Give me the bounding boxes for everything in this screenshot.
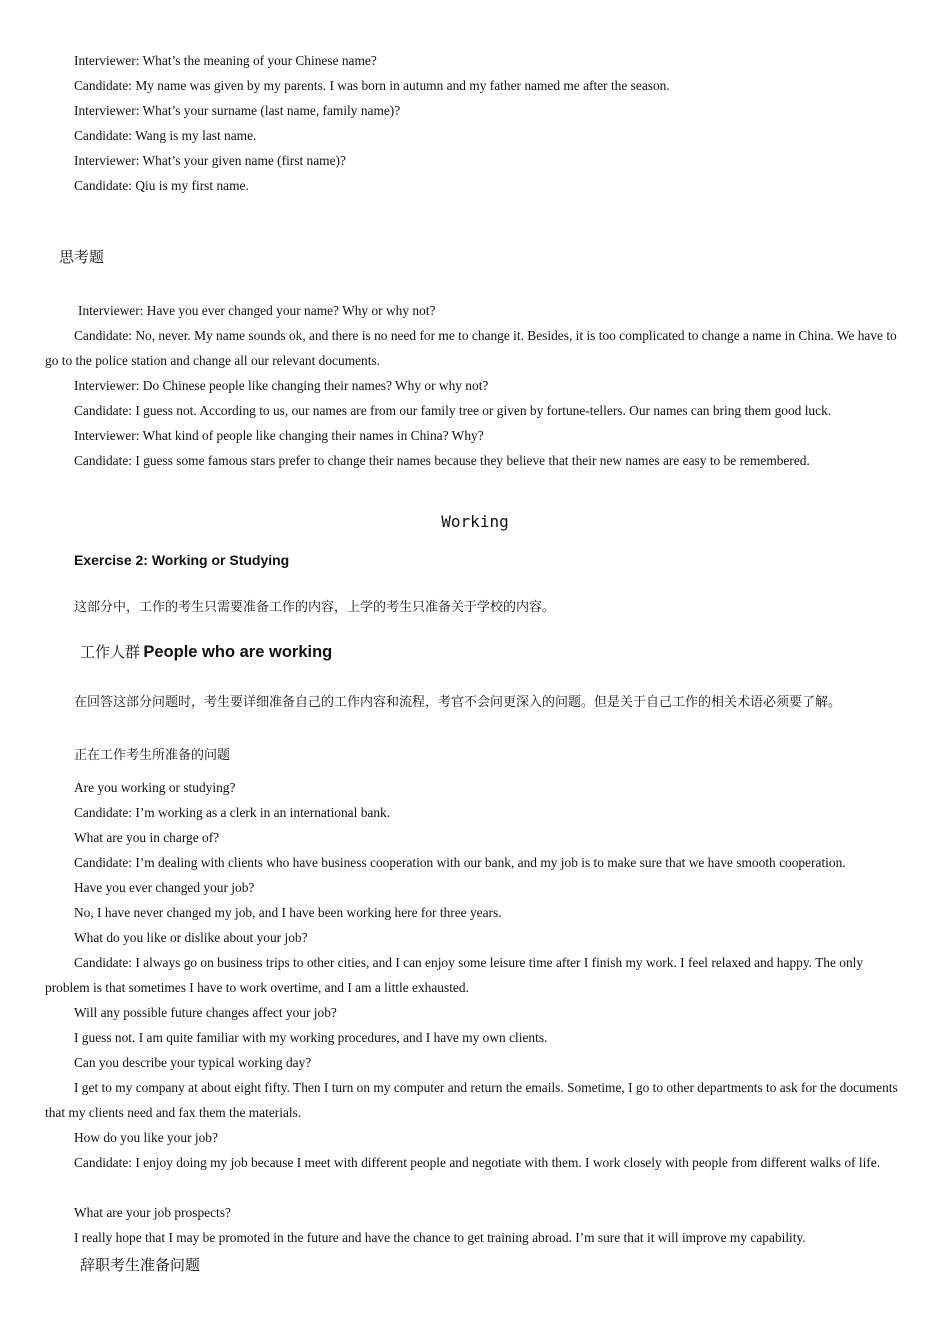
qa-line: Candidate: I always go on business trips to other cities, and I can enjoy some leisure time after I finish my work. I feel relaxed and happy. The only problem is that sometimes I have to work overtime, and I am a little exhausted. — [45, 955, 864, 995]
resign-heading: 辞职考生准备问题 — [80, 1256, 201, 1274]
dialogue-line: Candidate: My name was given by my parents. I was born in autumn and my father named me after the season. — [74, 78, 670, 93]
section-title-working: Working — [441, 512, 509, 531]
dialogue-line: Candidate: Qiu is my first name. — [74, 178, 249, 193]
section-heading-thinking: 思考题 — [59, 248, 105, 266]
sub-heading: 正在工作考生所准备的问题 — [74, 748, 231, 763]
exercise-title: Exercise 2: Working or Studying — [74, 552, 290, 568]
qa-line: I get to my company at about eight fifty. Then I turn on my computer and return the emails. Sometime, I go to other departments to ask for the documents that my clients need and fax them the materials. — [45, 1080, 898, 1120]
dialogue-line: Candidate: I guess not. According to us, our names are from our family tree or given by fortune-tellers. Our names can bring them good luck. — [74, 403, 832, 418]
qa-line: What do you like or dislike about your job? — [74, 930, 308, 945]
group-heading-cn: 工作人群 — [80, 643, 141, 661]
qa-line: Are you working or studying? — [74, 780, 236, 795]
group-heading-en: People who are working — [143, 643, 333, 661]
qa-line: Can you describe your typical working day? — [74, 1055, 312, 1070]
qa-line: What are you in charge of? — [74, 830, 220, 845]
group-heading — [80, 640, 914, 665]
dialogue-line: Interviewer: What kind of people like changing their names in China? Why? — [74, 428, 484, 443]
dialogue-line: Interviewer: Have you ever changed your name? Why or why not? — [78, 303, 436, 318]
dialogue-line: Candidate: I guess some famous stars prefer to change their names because they believe that their new names are easy to be remembered. — [74, 453, 810, 468]
dialogue-line: Candidate: Wang is my last name. — [74, 128, 257, 143]
qa-line: How do you like your job? — [74, 1130, 218, 1145]
qa-line: What are your job prospects? — [74, 1205, 231, 1220]
dialogue-line: Interviewer: What’s the meaning of your Chinese name? — [74, 53, 377, 68]
qa-line: I guess not. I am quite familiar with my working procedures, and I have my own clients. — [74, 1030, 548, 1045]
dialogue-line: Candidate: No, never. My name sounds ok, and there is no need for me to change it. Besides, it is too complicated to change a name in China. We have to go to the police station and change all our relevant documents. — [45, 328, 897, 368]
qa-line: Candidate: I enjoy doing my job because I meet with different people and negotiate with them. I work closely with people from different walks of life. — [74, 1155, 881, 1170]
section-note: 这部分中，工作的考生只需要准备工作的内容，上学的考生只准备关于学校的内容。 — [74, 600, 556, 615]
dialogue-line: Interviewer: Do Chinese people like changing their names? Why or why not? — [74, 378, 489, 393]
qa-line: Will any possible future changes affect your job? — [74, 1005, 337, 1020]
dialogue-line: Interviewer: What’s your surname (last name, family name)? — [74, 103, 401, 118]
qa-line: Have you ever changed your job? — [74, 880, 255, 895]
qa-line: Candidate: I’m working as a clerk in an international bank. — [74, 805, 391, 820]
dialogue-line: Interviewer: What’s your given name (first name)? — [74, 153, 346, 168]
group-note: 在回答这部分问题时，考生要详细准备自己的工作内容和流程，考官不会问更深入的问题。但是关于自己工作的相关术语必须要了解。 — [74, 695, 842, 710]
qa-line: Candidate: I’m dealing with clients who have business cooperation with our bank, and my job is to make sure that we have smooth cooperation. — [74, 855, 846, 870]
qa-line: No, I have never changed my job, and I have been working here for three years. — [74, 905, 502, 920]
qa-line: I really hope that I may be promoted in the future and have the chance to get training abroad. I’m sure that it will improve my capability. — [74, 1230, 806, 1245]
